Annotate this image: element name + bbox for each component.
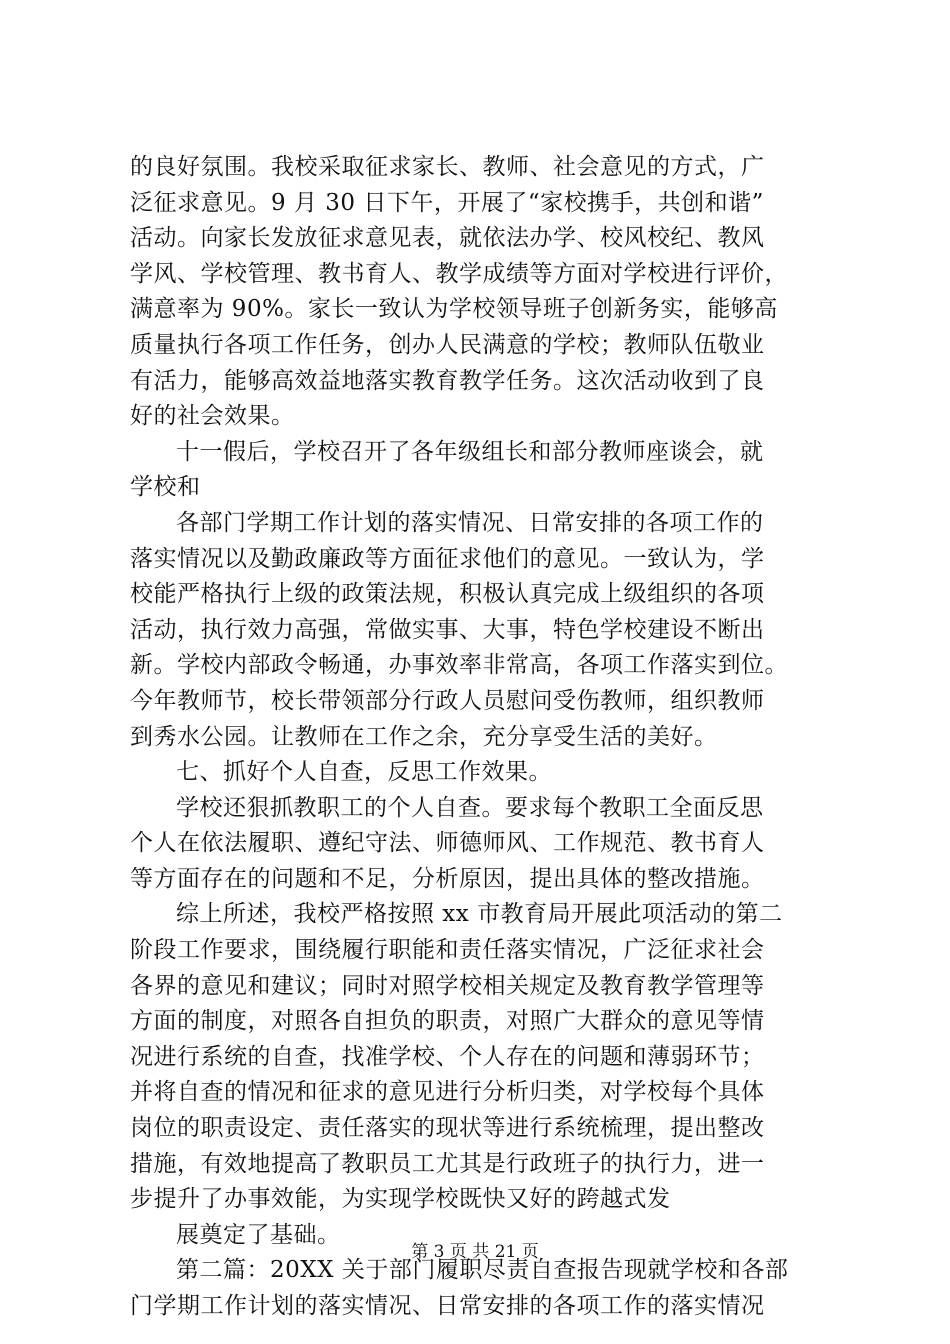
text-line: 活动。向家长发放征求意见表，就依法办学、校风校纪、教风 bbox=[130, 225, 765, 252]
text-line: 各界的意见和建议；同时对照学校相关规定及教育教学管理等 bbox=[130, 972, 765, 999]
body-text bbox=[130, 150, 840, 1325]
section-heading: 第二篇：20XX 关于部门履职尽责自查报告现就学校和各部 bbox=[176, 1257, 789, 1284]
text-line: 的良好氛围。我校采取征求家长、教师、社会意见的方式，广 bbox=[130, 154, 765, 180]
text-line: 岗位的职责设定、责任落实的现状等进行系统梳理，提出整改 bbox=[130, 1115, 765, 1142]
text-line: 学校还狠抓教职工的个人自查。要求每个教职工全面反思 bbox=[176, 794, 764, 821]
text-line: 有活力，能够高效益地落实教育教学任务。这次活动收到了良 bbox=[130, 367, 765, 394]
text-line: 到秀水公园。让教师在工作之余，充分享受生活的美好。 bbox=[130, 723, 718, 750]
text-line: 好的社会效果。 bbox=[130, 403, 295, 430]
text-line: 十一假后，学校召开了各年级组长和部分教师座谈会，就 bbox=[176, 438, 764, 465]
text-line: 步提升了办事效能，为实现学校既快又好的跨越式发 bbox=[130, 1186, 671, 1213]
text-line: 学风、学校管理、教书育人、教学成绩等方面对学校进行评价， bbox=[130, 260, 788, 287]
text-line: 展奠定了基础。 bbox=[176, 1221, 341, 1248]
text-line: 质量执行各项工作任务，创办人民满意的学校；教师队伍敬业 bbox=[130, 331, 765, 358]
text-line: 满意率为 90%。家长一致认为学校领导班子创新务实，能够高 bbox=[130, 296, 778, 323]
text-line: 措施，有效地提高了教职员工尤其是行政班子的执行力，进一 bbox=[130, 1150, 765, 1177]
text-line: 个人在依法履职、遵纪守法、师德师风、工作规范、教书育人 bbox=[130, 830, 765, 857]
text-line: 并将自查的情况和征求的意见进行分析归类，对学校每个具体 bbox=[130, 1079, 765, 1106]
text-line: 况进行系统的自查，找准学校、个人存在的问题和薄弱环节； bbox=[130, 1043, 765, 1070]
text-line: 综上所述，我校严格按照 xx 市教育局开展此项活动的第二 bbox=[176, 901, 783, 928]
text-line: 学校和 bbox=[130, 474, 201, 501]
text-line: 泛征求意见。9 月 30 日下午，开展了“家校携手，共创和谐” bbox=[130, 189, 764, 216]
text-line: 今年教师节，校长带领部分行政人员慰问受伤教师，组织教师 bbox=[130, 687, 765, 714]
text-line: 阶段工作要求，围绕履行职能和责任落实情况，广泛征求社会 bbox=[130, 937, 765, 964]
page-footer: 第 3 页 共 21 页 bbox=[411, 1242, 539, 1262]
text-line: 落实情况以及勤政廉政等方面征求他们的意见。一致认为，学 bbox=[130, 545, 765, 572]
text-line: 新。学校内部政令畅通，办事效率非常高，各项工作落实到位。 bbox=[130, 652, 788, 679]
text-line: 活动，执行效力高强，常做实事、大事，特色学校建设不断出 bbox=[130, 616, 765, 643]
text-line: 各部门学期工作计划的落实情况、日常安排的各项工作的 bbox=[176, 509, 764, 536]
text-line: 方面的制度，对照各自担负的职责，对照广大群众的意见等情 bbox=[130, 1008, 765, 1035]
text-line: 校能严格执行上级的政策法规，积极认真完成上级组织的各项 bbox=[130, 581, 765, 608]
text-line: 门学期工作计划的落实情况、日常安排的各项工作的落实情况 bbox=[130, 1293, 765, 1319]
section-heading: 七、抓好个人自查，反思工作效果。 bbox=[176, 759, 552, 786]
text-line: 等方面存在的问题和不足，分析原因，提出具体的整改措施。 bbox=[130, 865, 765, 892]
